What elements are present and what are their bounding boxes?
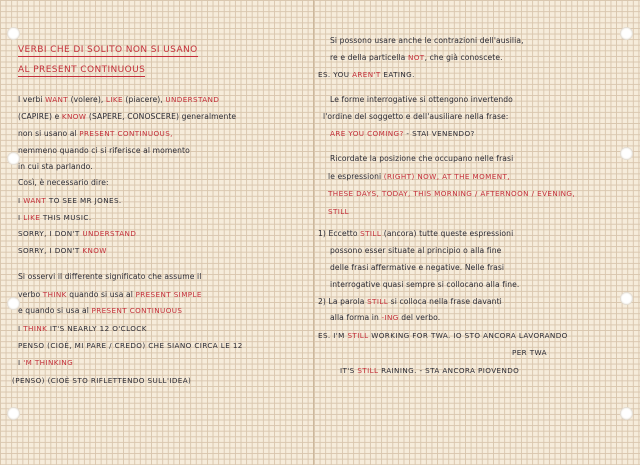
- rule-line: [318, 229, 513, 239]
- highlight-text: STILL: [357, 366, 379, 375]
- text-segment: delle frasi affermative e negative. Nelle frasi: [330, 263, 505, 272]
- highlight-text: PRESENT CONTINUOUS: [91, 306, 183, 315]
- text-segment: - STAI VENENDO?: [403, 129, 475, 138]
- highlight-text: VERBI CHE DI SOLITO NON SI USANO: [18, 45, 198, 55]
- text-segment: interrogative quasi sempre si collocano alla fine.: [330, 280, 520, 289]
- rule-line: [330, 246, 501, 256]
- rule-line: [318, 297, 502, 307]
- text-line: [330, 95, 513, 105]
- text-line: [18, 306, 182, 316]
- example-line: [18, 246, 107, 256]
- binder-hole: [7, 27, 20, 40]
- highlight-text: STILL: [367, 297, 389, 306]
- text-segment: quando si usa al: [66, 290, 136, 299]
- text-segment: (PENSO) (CIOÈ STO RIFLETTENDO SULL'IDEA): [12, 376, 192, 385]
- text-segment: WORKING FOR TWA. IO STO ANCORA LAVORANDO: [368, 331, 568, 340]
- text-segment: EATING.: [380, 70, 415, 79]
- highlight-text: STILL: [347, 331, 369, 340]
- highlight-text: LIKE: [23, 213, 41, 222]
- text-segment: e quando si usa al: [18, 306, 92, 315]
- text-segment: possono esser situate al principio o alla fine: [330, 246, 502, 255]
- text-line: [18, 129, 173, 139]
- heading-line: [18, 65, 145, 75]
- text-line: [323, 112, 508, 122]
- text-line: [330, 36, 524, 46]
- highlight-text: 'M THINKING: [23, 358, 74, 367]
- text-segment: I: [18, 196, 24, 205]
- text-segment: (piacere),: [122, 95, 166, 104]
- example-line: [18, 324, 147, 334]
- text-segment: verbo: [18, 290, 43, 299]
- highlight-text: LIKE: [105, 95, 123, 104]
- text-segment: I: [18, 213, 24, 222]
- example-line: [18, 213, 92, 223]
- example-line: [18, 358, 73, 368]
- text-segment: (SAPERE, CONOSCERE) generalmente: [86, 112, 237, 121]
- text-segment: SORRY, I DON'T: [18, 229, 83, 238]
- highlight-text: AL PRESENT CONTINUOUS: [18, 65, 146, 75]
- text-segment: PER TWA: [512, 348, 547, 357]
- text-segment: TO SEE MR JONES.: [46, 196, 122, 205]
- highlight-text: KNOW: [61, 112, 87, 121]
- example-line: [18, 196, 122, 206]
- text-segment: non si usano al: [18, 129, 80, 138]
- text-segment: , che già conoscete.: [424, 53, 503, 62]
- expression-list: [328, 189, 575, 199]
- binder-hole: [7, 407, 20, 420]
- highlight-text: (RIGHT) NOW, AT THE MOMENT,: [383, 172, 510, 181]
- highlight-text: KNOW: [82, 246, 107, 255]
- text-line: [18, 95, 219, 105]
- text-segment: alla forma in: [330, 313, 382, 322]
- example-line: [18, 229, 136, 239]
- translation-line: [18, 341, 243, 351]
- text-segment: I verbi: [18, 95, 46, 104]
- text-segment: Ricordate la posizione che occupano nelle frasi: [330, 154, 514, 163]
- text-line: [18, 178, 109, 188]
- text-line: [18, 162, 93, 172]
- highlight-text: PRESENT CONTINUOUS,: [79, 129, 173, 138]
- text-segment: 2) La parola: [318, 297, 368, 306]
- text-line: [330, 154, 513, 164]
- rule-line: [330, 280, 519, 290]
- text-segment: re e della particella: [330, 53, 408, 62]
- text-segment: si colloca nella frase davanti: [388, 297, 502, 306]
- text-segment: RAINING. - STA ANCORA PIOVENDO: [378, 366, 520, 375]
- binder-hole: [620, 407, 633, 420]
- text-segment: 1) Eccetto: [318, 229, 361, 238]
- text-segment: in cui sta parlando.: [18, 162, 93, 171]
- translation-line: [12, 376, 191, 386]
- rule-line: [330, 313, 440, 323]
- text-segment: IT'S: [340, 366, 358, 375]
- text-segment: I: [18, 324, 24, 333]
- text-segment: Così, è necessario dire:: [18, 178, 109, 187]
- text-segment: THIS MUSIC.: [40, 213, 92, 222]
- text-line: [18, 146, 190, 156]
- highlight-text: ARE YOU COMING?: [330, 129, 404, 138]
- highlight-text: PRESENT SIMPLE: [135, 290, 202, 299]
- text-segment: del verbo.: [398, 313, 441, 322]
- text-segment: ES. YOU: [318, 70, 353, 79]
- text-segment: Si possono usare anche le contrazioni dell'ausilia,: [330, 36, 524, 45]
- text-segment: (CAPIRE) e: [18, 112, 62, 121]
- binder-hole: [620, 27, 633, 40]
- heading-line: [18, 45, 198, 55]
- text-line: [18, 272, 201, 282]
- text-segment: (ancora) tutte queste espressioni: [381, 229, 514, 238]
- highlight-text: UNDERSTAND: [165, 95, 220, 104]
- example-line: [330, 129, 475, 139]
- text-line: [328, 172, 510, 182]
- highlight-text: STILL: [360, 229, 382, 238]
- example-line: [318, 331, 568, 341]
- text-segment: (volere),: [68, 95, 106, 104]
- text-segment: Le forme interrogative si ottengono invertendo: [330, 95, 513, 104]
- highlight-text: NOT: [407, 53, 425, 62]
- highlight-text: THESE DAYS, TODAY, THIS MORNING / AFTERNOON / EVENING,: [328, 189, 576, 198]
- rule-line: [330, 263, 504, 273]
- highlight-text: -ING: [381, 313, 399, 322]
- text-segment: I: [18, 358, 24, 367]
- binder-hole: [620, 292, 633, 305]
- example-line: [340, 366, 519, 376]
- text-segment: IT'S NEARLY 12 O'CLOCK: [47, 324, 147, 333]
- expression-list: [328, 207, 349, 217]
- text-segment: SORRY, I DON'T: [18, 246, 83, 255]
- text-segment: ES. I'M: [318, 331, 348, 340]
- text-line: [18, 112, 236, 122]
- highlight-text: WANT: [45, 95, 69, 104]
- highlight-text: AREN'T: [352, 70, 381, 79]
- text-segment: PENSO (CIOÈ, MI PARE / CREDO) CHE SIANO CIRCA LE 12: [18, 341, 243, 350]
- text-segment: le espressioni: [328, 172, 384, 181]
- example-line: [318, 70, 415, 80]
- text-segment: nemmeno quando ci si riferisce al momento: [18, 146, 190, 155]
- text-line: [330, 53, 503, 63]
- example-line: [512, 348, 547, 358]
- highlight-text: WANT: [23, 196, 47, 205]
- highlight-text: STILL: [328, 207, 350, 216]
- highlight-text: THINK: [23, 324, 48, 333]
- text-line: [18, 290, 202, 300]
- text-segment: Si osservi il differente significato che assume il: [18, 272, 202, 281]
- binder-hole: [620, 147, 633, 160]
- text-segment: l'ordine del soggetto e dell'ausiliare nella frase:: [323, 112, 509, 121]
- highlight-text: UNDERSTAND: [82, 229, 137, 238]
- highlight-text: THINK: [42, 290, 67, 299]
